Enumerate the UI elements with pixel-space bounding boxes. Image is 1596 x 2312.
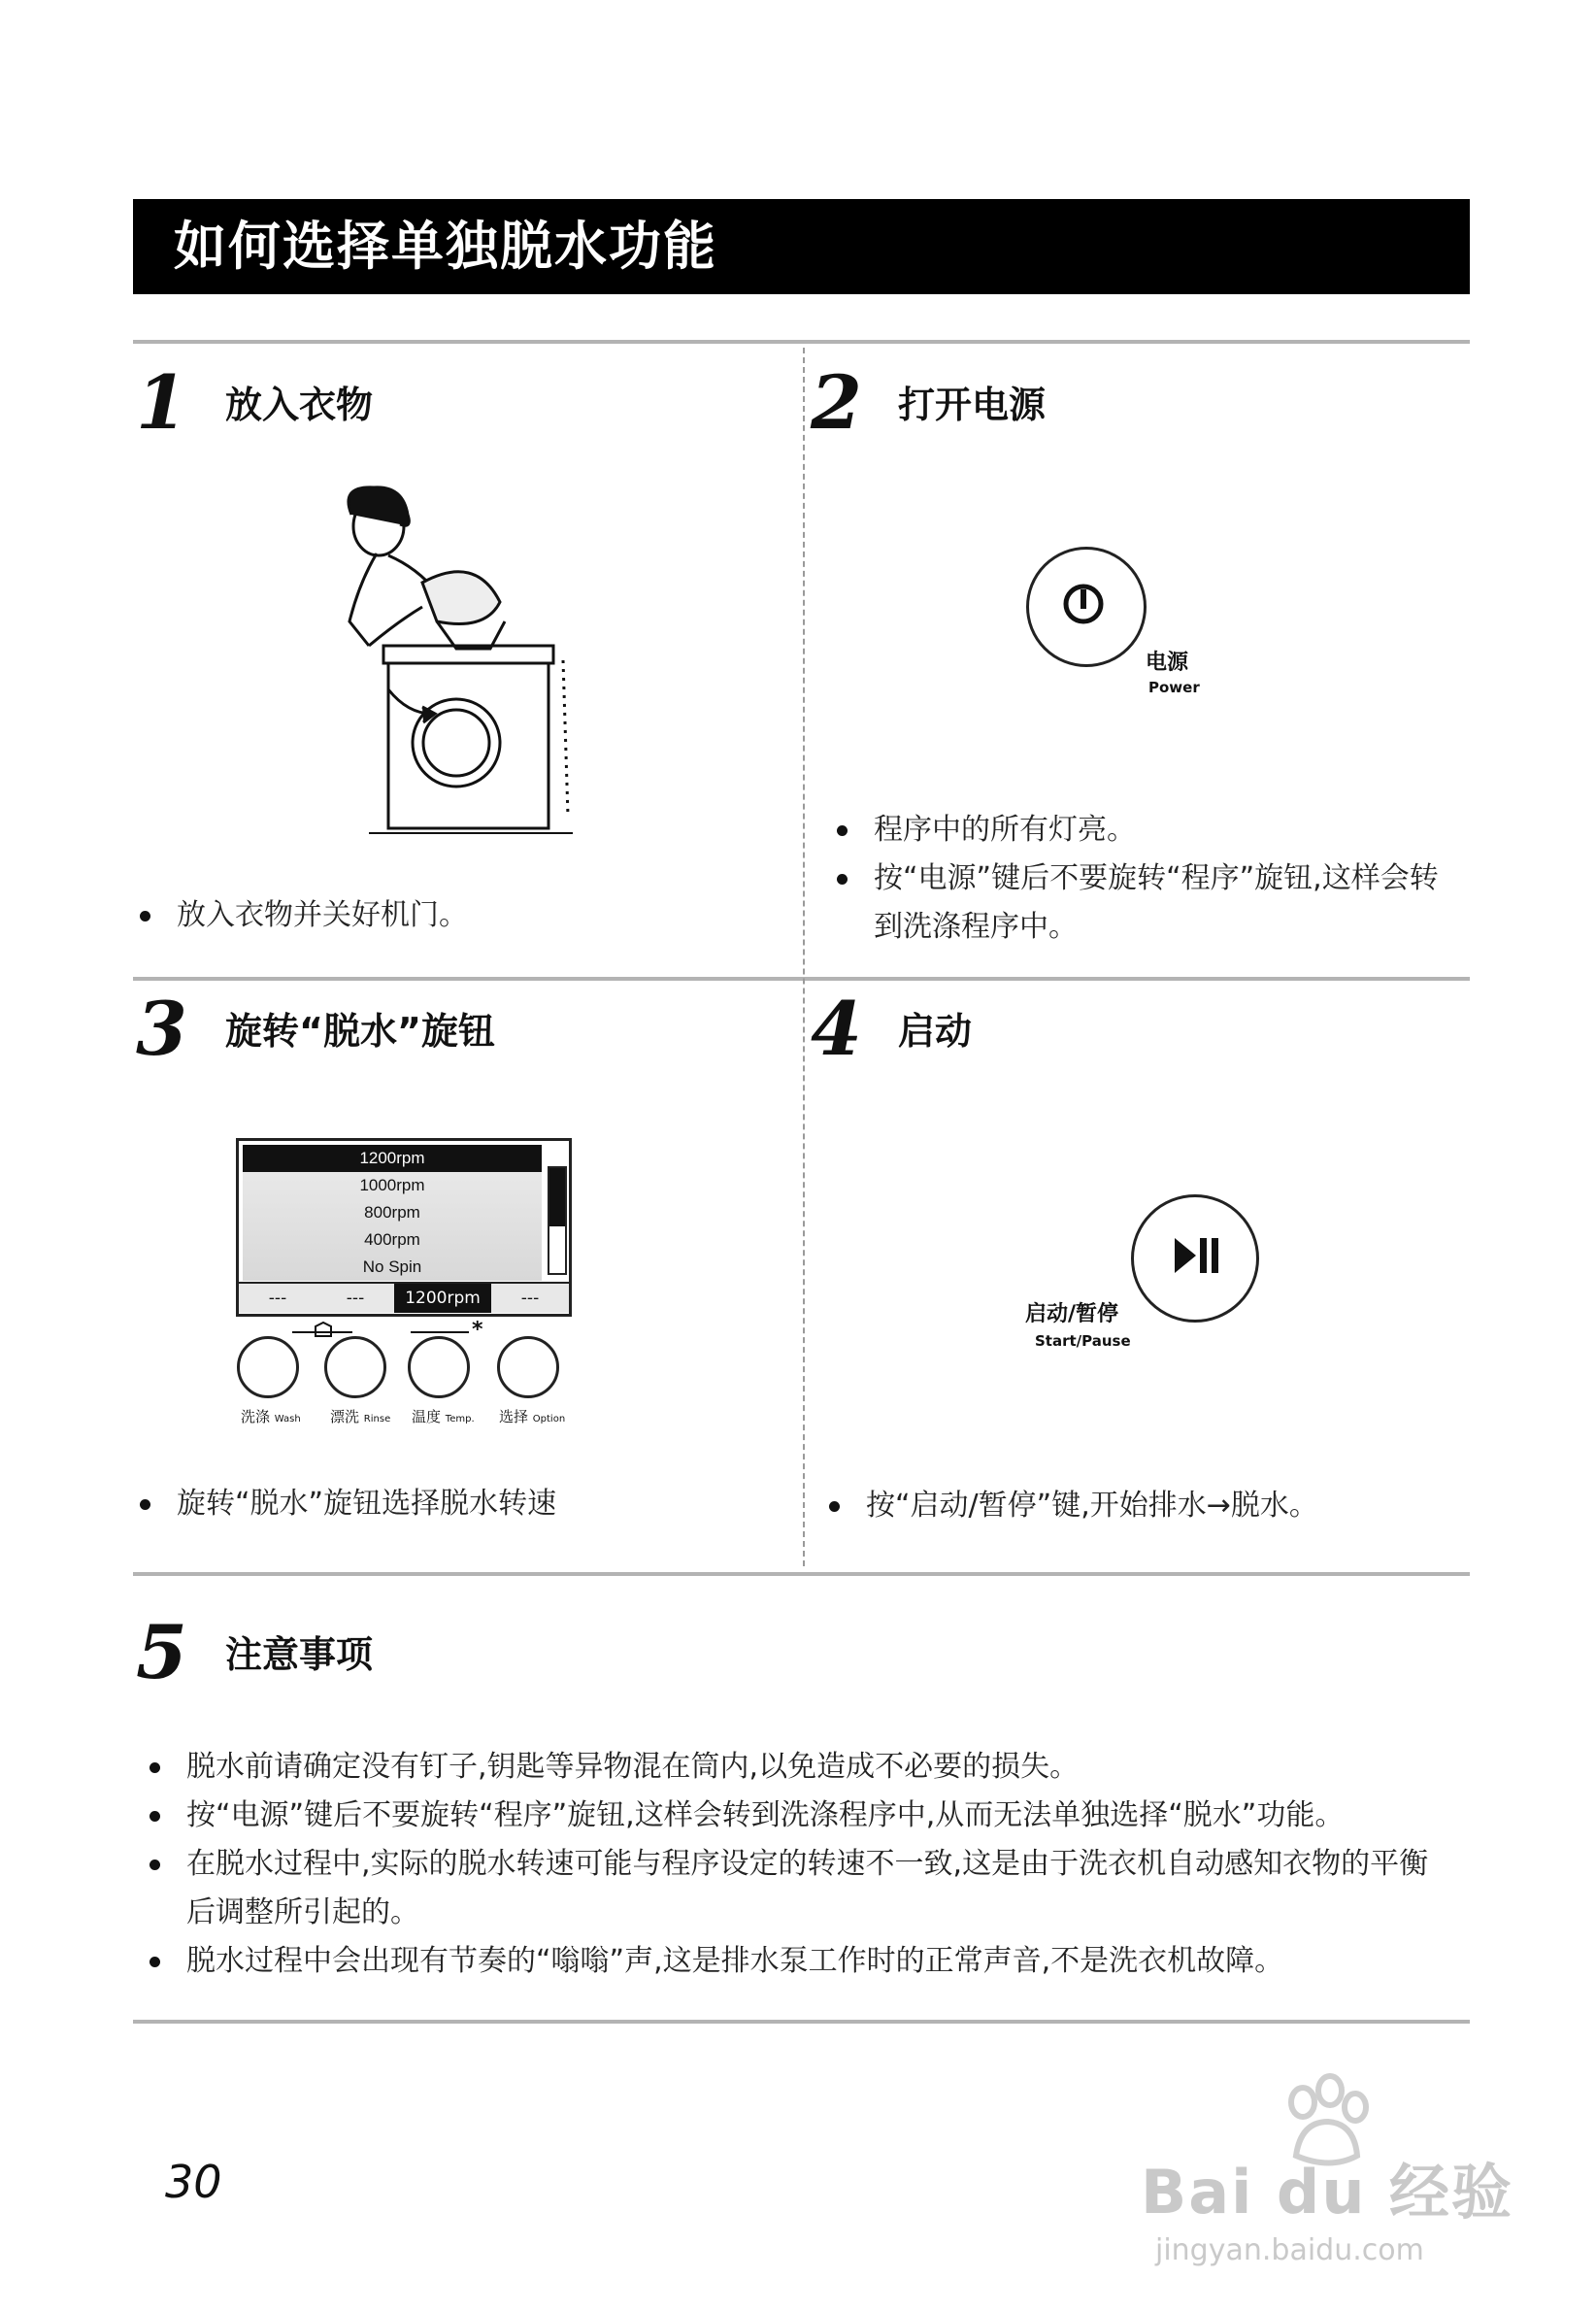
list-item: 按“电源”键后不要旋转“程序”旋钮,这样会转到洗涤程序中。 <box>833 854 1454 952</box>
spin-option[interactable]: 1000rpm <box>359 1176 425 1194</box>
step-4-title: 启动 <box>898 1010 973 1053</box>
knob-label-cn: 选择 <box>499 1408 529 1425</box>
power-icon <box>1026 547 1141 661</box>
spin-option[interactable]: 800rpm <box>364 1203 420 1222</box>
list-item: 脱水过程中会出现有节奏的“嗡嗡”声,这是排水泵工作时的正常声音,不是洗衣机故障。 <box>146 1937 1446 1986</box>
title-bar <box>133 199 1470 294</box>
step-2-number: 2 <box>811 359 862 446</box>
step-3-bullets <box>136 1480 767 1528</box>
spin-option-selected[interactable]: 1200rpm <box>243 1145 542 1172</box>
list-item: 放入衣物并关好机门。 <box>136 891 767 940</box>
panel-status-row <box>239 1282 569 1313</box>
list-item: 旋转“脱水”旋钮选择脱水转速 <box>136 1480 767 1528</box>
status-segment: --- <box>520 1289 540 1308</box>
list-item: 脱水前请确定没有钉子,钥匙等异物混在筒内,以免造成不必要的损失。 <box>146 1743 1446 1792</box>
page-number: 30 <box>165 2156 222 2208</box>
step-5-number: 5 <box>136 1609 187 1695</box>
knob-label-cn: 漂洗 <box>330 1408 360 1425</box>
knob-label-en: Wash <box>274 1414 301 1424</box>
start-pause-label-cn: 启动/暂停 <box>1025 1302 1119 1326</box>
spin-option[interactable]: No Spin <box>362 1257 422 1276</box>
spin-option[interactable]: 400rpm <box>364 1230 420 1249</box>
step-4-bullets <box>825 1482 1456 1530</box>
power-button[interactable] <box>1026 547 1147 667</box>
rinse-knob-label <box>330 1406 390 1426</box>
knob-label-en: Rinse <box>363 1414 391 1424</box>
step-3-number: 3 <box>136 986 187 1072</box>
option-knob[interactable] <box>497 1336 559 1398</box>
step-1-title: 放入衣物 <box>225 384 374 426</box>
list-item: 程序中的所有灯亮。 <box>833 806 1454 854</box>
list-item: 按“电源”键后不要旋转“程序”旋钮,这样会转到洗涤程序中,从而无法单独选择“脱水”功能。 <box>146 1792 1446 1840</box>
svg-text:*: * <box>472 1321 483 1342</box>
list-item: 在脱水过程中,实际的脱水转速可能与程序设定的转速不一致,这是由于洗衣机自动感知衣物的平衡后调整所引起的。 <box>146 1840 1446 1937</box>
step-3-title: 旋转“脱水”旋钮 <box>225 1010 495 1053</box>
step-5-title: 注意事项 <box>225 1633 374 1676</box>
step-4-number: 4 <box>811 986 862 1072</box>
knob-label-en: Temp. <box>445 1414 475 1424</box>
list-item: 按“启动/暂停”键,开始排水→脱水。 <box>825 1482 1456 1530</box>
power-label-cn: 电源 <box>1146 651 1189 675</box>
divider-top <box>133 340 1470 344</box>
washer-loading-illustration <box>330 476 582 840</box>
wash-knob-label <box>241 1406 301 1426</box>
step-2-bullets <box>833 806 1454 952</box>
step-5-bullets <box>146 1743 1446 1986</box>
power-label-en: Power <box>1148 679 1200 696</box>
temp-knob-label <box>412 1406 475 1426</box>
column-divider <box>803 348 805 1566</box>
play-pause-icon <box>1131 1194 1253 1317</box>
panel-scrollbar-thumb[interactable] <box>549 1168 565 1226</box>
divider-lower <box>133 1572 1470 1576</box>
knob-label-cn: 洗涤 <box>241 1408 271 1425</box>
start-pause-button[interactable] <box>1131 1194 1259 1323</box>
status-segment: --- <box>346 1289 365 1308</box>
spin-selector-panel <box>236 1138 572 1317</box>
divider-bottom <box>133 2020 1470 2024</box>
spin-option-list <box>243 1145 542 1281</box>
step-1-bullets <box>136 891 767 940</box>
status-segment: --- <box>268 1289 287 1308</box>
knob-label-en: Option <box>532 1414 566 1424</box>
divider-middle <box>133 977 1470 981</box>
step-1-number: 1 <box>136 359 187 446</box>
page-title: 如何选择单独脱水功能 <box>174 216 717 277</box>
rinse-knob[interactable] <box>324 1336 386 1398</box>
wash-knob[interactable] <box>237 1336 299 1398</box>
start-pause-label-en: Start/Pause <box>1035 1332 1131 1350</box>
temp-knob[interactable] <box>408 1336 470 1398</box>
status-segment-active: 1200rpm <box>394 1284 491 1313</box>
option-knob-label <box>499 1406 565 1426</box>
step-2-title: 打开电源 <box>898 384 1047 426</box>
watermark-url: jingyan.baidu.com <box>1155 2233 1424 2267</box>
watermark-brand: Bai du 经验 <box>1141 2157 1514 2228</box>
panel-scrollbar[interactable] <box>548 1166 567 1275</box>
knob-label-cn: 温度 <box>412 1408 442 1425</box>
